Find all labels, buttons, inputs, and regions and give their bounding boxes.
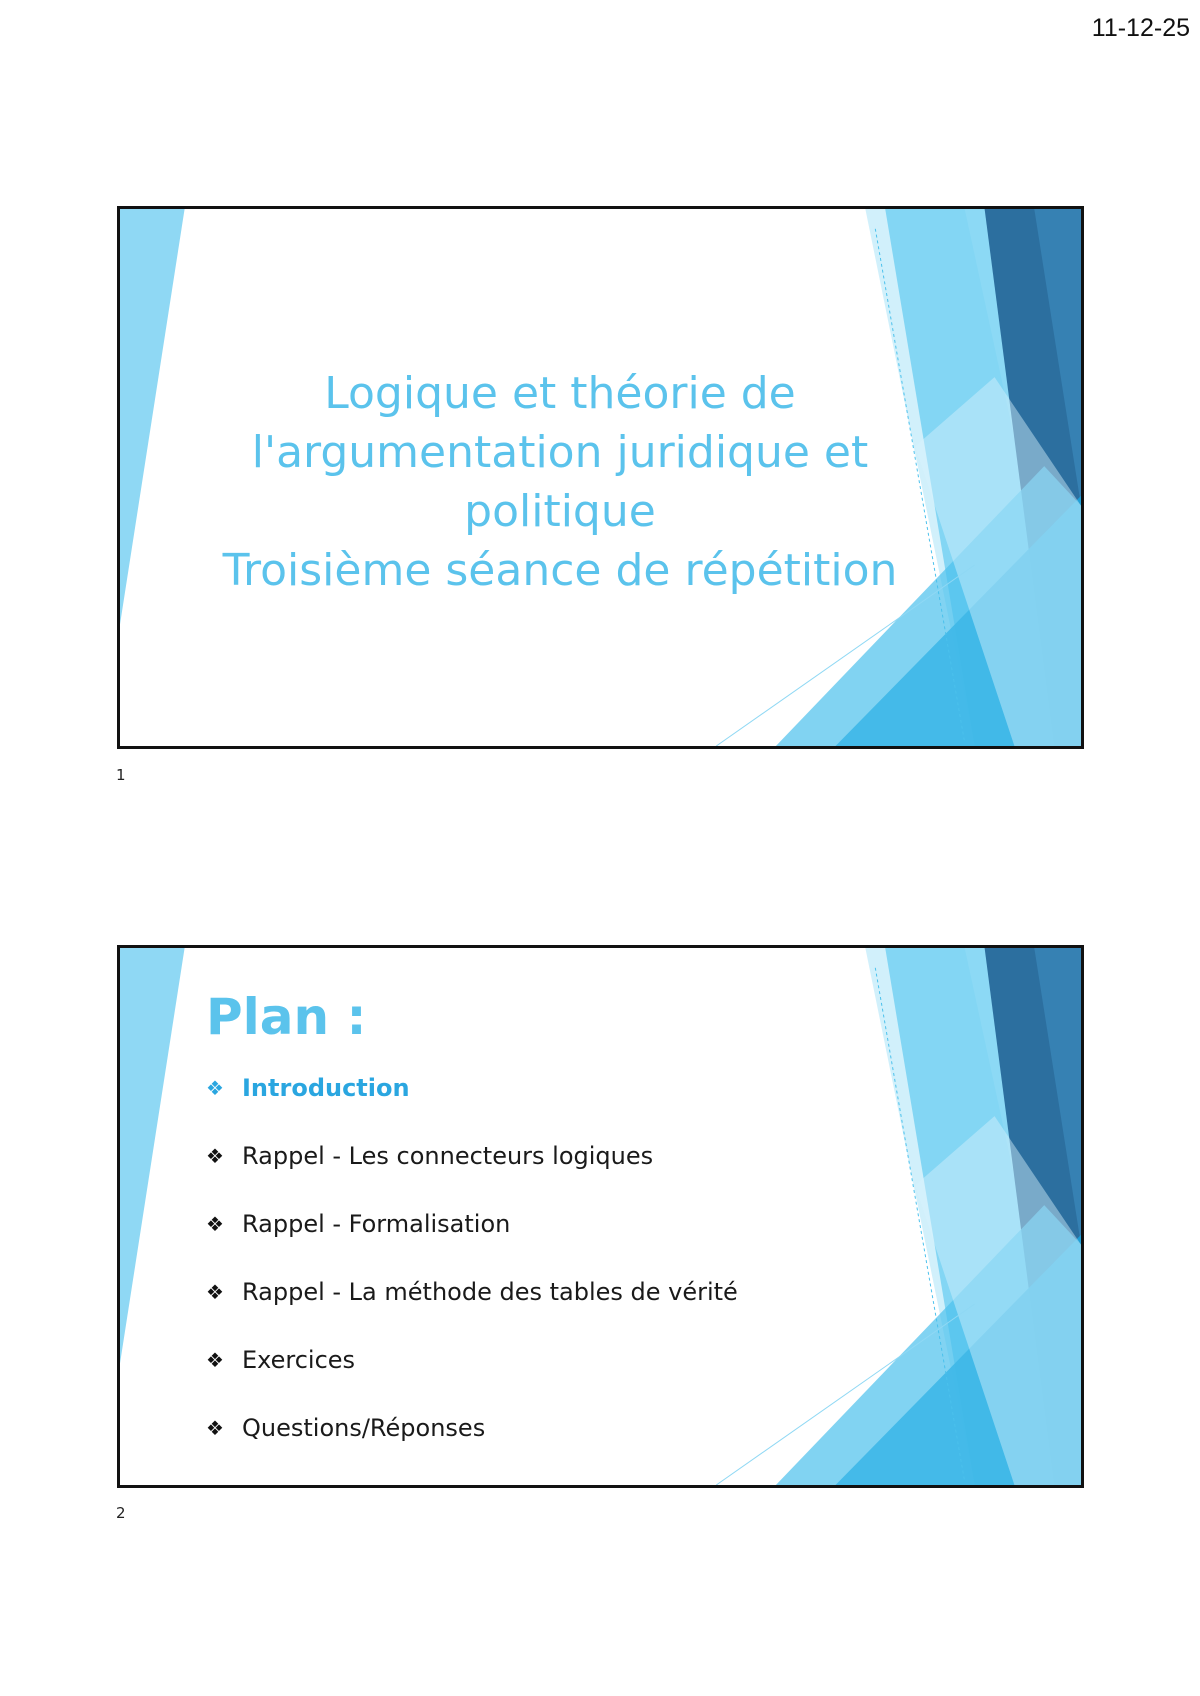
plan-item-exercices (206, 1342, 738, 1410)
plan-title: Plan : (206, 988, 367, 1046)
page-date: 11-12-25 (1091, 14, 1190, 42)
title-line-1: Logique et théorie de (324, 368, 796, 419)
slide-number: 1 (116, 766, 126, 784)
diamond-bullet-icon: ❖ (206, 1416, 224, 1440)
diamond-bullet-icon: ❖ (206, 1076, 224, 1100)
plan-list (206, 1070, 738, 1478)
title-line-2: l'argumentation juridique et (251, 427, 869, 478)
plan-item-label: Exercices (242, 1346, 356, 1374)
plan-item-tables-verite (206, 1274, 738, 1342)
plan-item-introduction (206, 1070, 738, 1138)
plan-item-connecteurs (206, 1138, 738, 1206)
diamond-bullet-icon: ❖ (206, 1348, 224, 1372)
diamond-bullet-icon: ❖ (206, 1212, 224, 1236)
diamond-bullet-icon: ❖ (206, 1280, 224, 1304)
slide-2 (117, 945, 1084, 1488)
plan-item-label: Rappel - Les connecteurs logiques (242, 1142, 654, 1170)
title-line-3: politique (464, 486, 656, 537)
plan-item-questions (206, 1410, 738, 1478)
plan-item-label: Questions/Réponses (242, 1414, 486, 1442)
plan-item-label: Rappel - Formalisation (242, 1210, 511, 1238)
slide-number: 2 (116, 1504, 126, 1522)
slide-title (180, 364, 940, 600)
diamond-bullet-icon: ❖ (206, 1144, 224, 1168)
plan-item-label: Introduction (242, 1074, 410, 1102)
plan-item-label: Rappel - La méthode des tables de vérité (242, 1278, 738, 1306)
plan-item-formalisation (206, 1206, 738, 1274)
slide-1 (117, 206, 1084, 749)
title-line-4: Troisième séance de répétition (222, 545, 898, 596)
